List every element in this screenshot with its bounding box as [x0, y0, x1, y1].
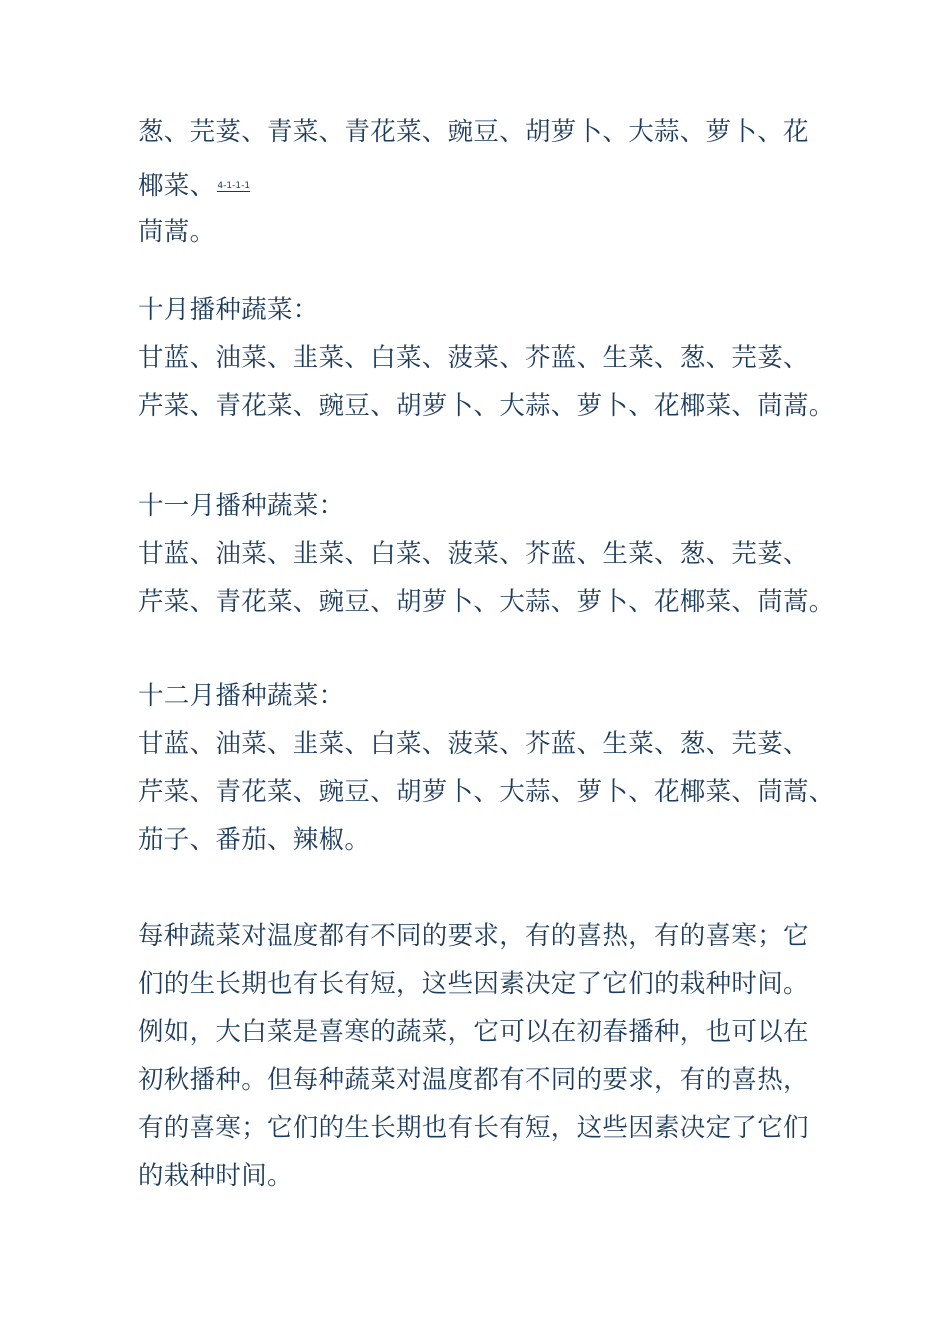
spacer — [138, 626, 838, 672]
december-line-1: 甘蓝、油菜、韭菜、白菜、菠菜、芥蓝、生菜、葱、芫荽、 — [138, 729, 809, 759]
december-line-3: 茄子、番茄、辣椒。 — [138, 825, 371, 855]
paragraph-line: 们的生长期也有长有短，这些因素决定了它们的栽种时间。 — [138, 969, 809, 999]
paragraph-line: 有的喜寒；它们的生长期也有长有短，这些因素决定了它们 — [138, 1113, 809, 1143]
october-section — [138, 286, 838, 430]
document-page — [138, 108, 838, 1200]
paragraph-line: 的栽种时间。 — [138, 1161, 293, 1191]
intro-line-2-text: 椰菜、 — [138, 171, 216, 201]
intro-line-2 — [138, 162, 838, 210]
november-section — [138, 482, 838, 626]
october-heading: 十月播种蔬菜： — [138, 295, 319, 325]
intro-line-3: 茼蒿。 — [138, 217, 216, 247]
december-line-2: 芹菜、青花菜、豌豆、胡萝卜、大蒜、萝卜、花椰菜、茼蒿、 — [138, 777, 835, 807]
december-heading: 十二月播种蔬菜： — [138, 681, 345, 711]
intro-line-1: 葱、芫荽、青菜、青花菜、豌豆、胡萝卜、大蒜、萝卜、花 — [138, 117, 809, 147]
november-line-2: 芹菜、青花菜、豌豆、胡萝卜、大蒜、萝卜、花椰菜、茼蒿。 — [138, 587, 835, 617]
december-section — [138, 672, 838, 864]
spacer — [138, 256, 838, 286]
closing-paragraph — [138, 912, 838, 1200]
november-heading: 十一月播种蔬菜： — [138, 491, 345, 521]
spacer — [138, 864, 838, 912]
october-line-2: 芹菜、青花菜、豌豆、胡萝卜、大蒜、萝卜、花椰菜、茼蒿。 — [138, 391, 835, 421]
paragraph-line: 例如，大白菜是喜寒的蔬菜，它可以在初春播种，也可以在 — [138, 1017, 809, 1047]
paragraph-line: 初秋播种。但每种蔬菜对温度都有不同的要求，有的喜热， — [138, 1065, 809, 1095]
november-line-1: 甘蓝、油菜、韭菜、白菜、菠菜、芥蓝、生菜、葱、芫荽、 — [138, 539, 809, 569]
intro-block — [138, 108, 838, 256]
spacer — [138, 430, 838, 482]
inline-mark: 4-1-1-1 — [217, 181, 251, 191]
paragraph-line: 每种蔬菜对温度都有不同的要求，有的喜热，有的喜寒；它 — [138, 921, 809, 951]
october-line-1: 甘蓝、油菜、韭菜、白菜、菠菜、芥蓝、生菜、葱、芫荽、 — [138, 343, 809, 373]
